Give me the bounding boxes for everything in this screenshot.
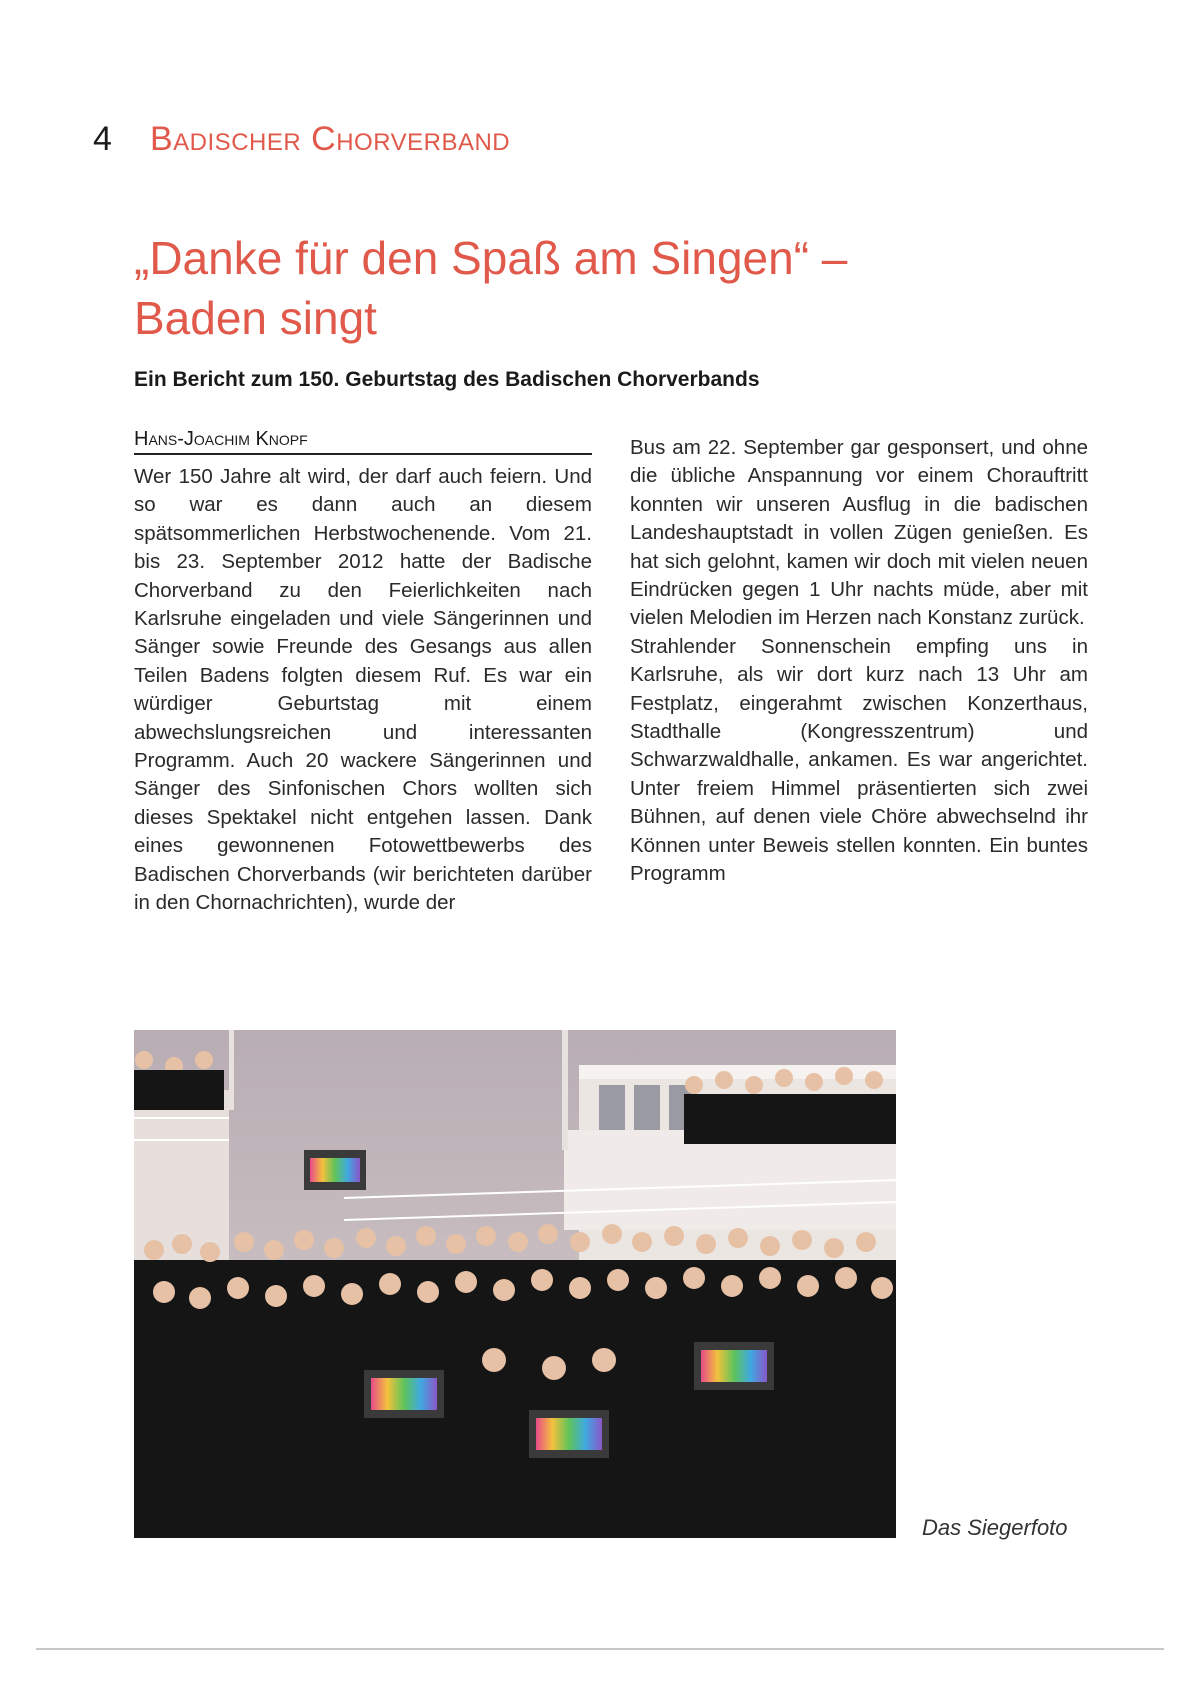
headline-line-1: „Danke für den Spaß am Singen“ – xyxy=(134,232,848,284)
choir-photo xyxy=(134,1030,896,1538)
photo-caption: Das Siegerfoto xyxy=(922,1515,1068,1540)
article-column-left xyxy=(134,463,592,918)
right-column-paragraph-1: Bus am 22. September gar gesponsert, und ohne die übliche Anspannung vor einem Chorauftritt konnten wir unseren Ausflug in die badischen Landeshauptstadt in vollen Zügen genießen. Es hat sich gelohnt, kamen wir doch mit vielen neuen Eindrücken gegen 1 Uhr nachts müde, aber mit vielen Melodien im Herzen nach Konstanz zurück. xyxy=(630,436,1088,630)
article-subtitle: Ein Bericht zum 150. Geburtstag des Badischen Chorverbands xyxy=(134,368,760,391)
right-column-paragraph-2: Strahlender Sonnenschein empfing uns in Karlsruhe, als wir dort kurz nach 13 Uhr am Festplatz, eingerahmt zwischen Konzerthaus, Stadthalle (Kongresszentrum) und Schwarzwaldhalle, ankamen. Es war angerichtet. Unter freiem Himmel präsentierten sich zwei Bühnen, auf denen viele Chöre abwechselnd ihr Können unter Beweis stellen konnten. Ein buntes Programm xyxy=(630,634,1088,886)
article-headline xyxy=(134,228,1034,348)
left-column-text: Wer 150 Jahre alt wird, der darf auch feiern. Und so war es dann auch an diesem spätsommerlichen Herbstwochenende. Vom 21. bis 23. September 2012 hatte der Badische Chorverband zu den Feierlichkeiten nach Karlsruhe eingeladen und viele Sängerinnen und Sänger sowie Freunde des Gesangs aus allen Teilen Badens folgten diesem Ruf. Es war ein würdiger Geburtstag mit einem abwechslungsreichen und interessanten Programm. Auch 20 wackere Sängerinnen und Sänger des Sinfonischen Chors wollten sich dieses Spektakel nicht entgehen lassen. Dank eines gewonnenen Fotowettbewerbs des Badischen Chorverbands (wir berichteten darüber in den Chornachrichten), wurde der xyxy=(134,465,592,915)
page-number: 4 xyxy=(93,120,112,158)
article-column-right xyxy=(630,434,1088,889)
choir-photo-illustration xyxy=(134,1030,896,1538)
section-title: Badischer Chorverband xyxy=(150,120,511,158)
footer-divider xyxy=(36,1648,1164,1650)
headline-line-2: Baden singt xyxy=(134,292,377,344)
article-author: Hans-Joachim Knopf xyxy=(134,428,592,455)
